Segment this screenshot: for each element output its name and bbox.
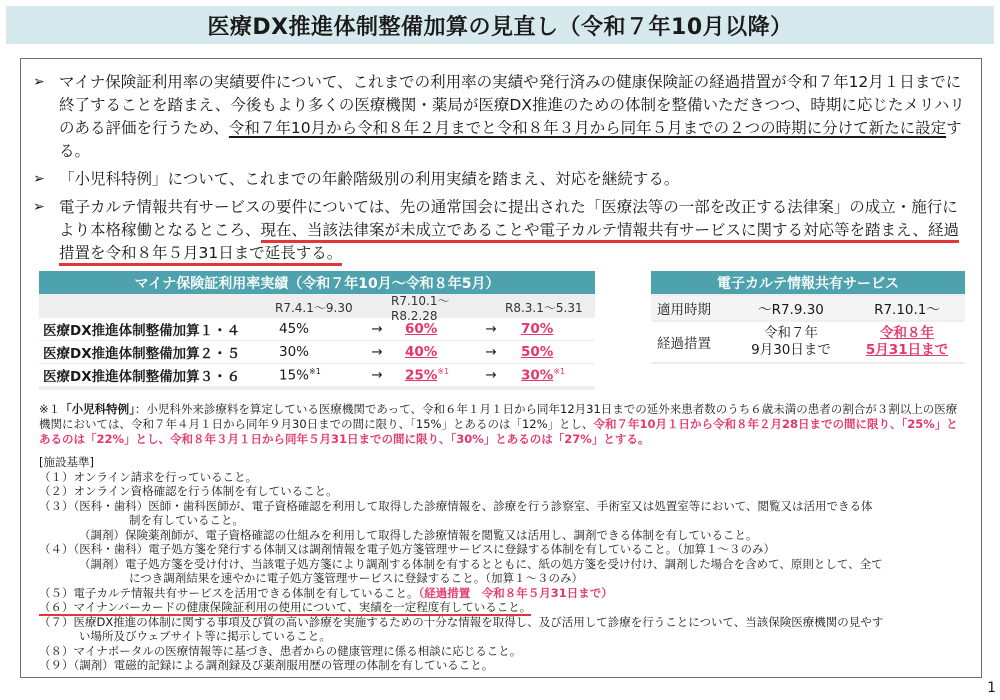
period-2: R7.10.1～R8.2.28 bbox=[391, 293, 450, 323]
period-3: R8.3.1～5.31 bbox=[505, 300, 583, 315]
period-header-row bbox=[39, 293, 595, 323]
criteria-item-cont: 制を有していること。 bbox=[129, 513, 244, 527]
row-label: 医療DX推進体制整備加算１・４ bbox=[43, 323, 241, 339]
criteria-item: （７）医療DX推進の体制に関する事項及び質の高い診療を実施するための十分な情報を取得し、及び活用して診療を行うことについて、当該保険医療機関の見やす bbox=[39, 614, 884, 629]
bullet-item bbox=[33, 196, 967, 265]
criteria-item-cont: につき調剤結果を速やかに電子処方箋管理サービスに登録すること。（加算１～３のみ） bbox=[129, 571, 584, 585]
bullet-arrow-icon: ➢ bbox=[33, 171, 45, 187]
footnote-mark: ※1 bbox=[553, 366, 566, 376]
page-number: 1 bbox=[987, 680, 996, 696]
table-row: 適用時期 ～R7.9.30 R7.10.1～ bbox=[651, 296, 965, 320]
criteria-item: （５）電子カルテ情報共有サービスを活用できる体制を有していること。（経過措置 令和８年５月31日まで） bbox=[39, 585, 613, 600]
bullet-text: 「小児科特例」について、これまでの年齢階級別の利用実績を踏まえ、対応を継続する。 bbox=[59, 170, 680, 188]
arrow-icon: → bbox=[371, 367, 383, 383]
arrow-icon: → bbox=[485, 321, 497, 337]
bullet-item bbox=[33, 71, 967, 163]
criteria-item: （３）（医科・歯科）医師・歯科医師が、電子資格確認を利用して取得した診療情報を、診療を行う診察室、手術室又は処置室等において、閲覧又は活用できる体 bbox=[39, 498, 873, 513]
page-title: 医療DX推進体制整備加算の見直し（令和７年10月以降） bbox=[207, 14, 793, 40]
bullet-red-underlined-text: 現在、当該法律案が未成立であることや電子カルテ情報共有サービスに関する対応等を踏まえ、経過措置を令和８年５月31日まで延長する。 bbox=[59, 221, 959, 266]
mynacard-rate-table bbox=[39, 271, 595, 390]
arrow-icon: → bbox=[485, 367, 497, 383]
period-1: R7.4.1～9.30 bbox=[275, 300, 353, 315]
criteria-item: （１）オンライン請求を行っていること。 bbox=[39, 469, 258, 484]
title-bar bbox=[6, 6, 994, 44]
bullet-text: 電子カルテ情報共有サービスの要件については、先の通常国会に提出された「医療法等の一部を改正する法律案」の成立・施行により本格稼働となるところ、現在、当該法律案が未成立であることや電子カルテ情報共有サービスに関する対応等を踏まえ、経過措置を令和８年５月31日まで延長する。 bbox=[59, 196, 967, 265]
ehr-table-header: 電子カルテ情報共有サービス bbox=[651, 271, 965, 294]
bullet-text: マイナ保険証利用率の実績要件について、これまでの利用率の実績や発行済みの健康保険証の経過措置が令和７年12月１日までに終了することを踏まえ、今後もより多くの医療機関・薬局が医療DX推進のための体制を整備いただきつつ、時期に応じたメリハリのある評価を行うため、令和７年10月から令和８年２月までと令和８年３月から同年５月までの２つの時期に分けて新たに設定する。 bbox=[59, 73, 965, 160]
table-row: 経過措置 令和７年 9月30日まで 令和８年 5月31日まで bbox=[651, 322, 965, 362]
bullet-arrow-icon: ➢ bbox=[33, 74, 45, 90]
criteria-item: （６）マイナンバーカードの健康保険証利用の使用について、実績を一定程度有していること。 bbox=[39, 600, 532, 614]
row-label: 医療DX推進体制整備加算２・５ bbox=[43, 346, 241, 362]
row-label: 医療DX推進体制整備加算３・６ bbox=[43, 369, 241, 385]
criteria-item: （４）（医科・歯科）電子処方箋を発行する体制又は調剤情報を電子処方箋管理サービスに登録する体制を有していること。（加算１～３のみ） bbox=[39, 542, 775, 556]
mynacard-table-header: マイナ保険証利用率実績（令和７年10月～令和８年5月） bbox=[39, 271, 595, 294]
bullet-item bbox=[33, 168, 967, 191]
bullet-underlined-text: 令和７年10月から令和８年２月までと令和８年３月から同年５月までの２つの時期に分けて新たに設定 bbox=[228, 119, 947, 137]
footnote-pediatric: ※１「小児科特例」：小児科外来診療料を算定している医療機関であって、令和６年１月１日から同年12月31日までの延外来患者数のうち６歳未満の患者の割合が３割以上の医療機関においては、令和７年４月１日から同年９月30日までの間に限り、「15%」とあるのは「12%」とし、令和７年10月１日から令和８年２月28日までの間に限り、「25%」とあるのは「22%」とし、令和８年３月１日から同年５月31日までの間に限り、「30%」とあるのは「27%」とする。 bbox=[39, 402, 958, 446]
criteria-item-cont: （調剤）保険薬剤師が、電子資格確認の仕組みを利用して取得した診療情報を閲覧又は活用し、調剤できる体制を有していること。 bbox=[79, 527, 758, 542]
footnote-mark: ※1 bbox=[437, 366, 450, 376]
tables-row bbox=[39, 271, 967, 390]
bullet-arrow-icon: ➢ bbox=[33, 199, 45, 215]
criteria-item-cont: （調剤）電子処方箋を受け付け、当該電子処方箋により調剤する体制を有するとともに、紙の処方箋を受け付け、調剤した場合を含めて、原則として、全て bbox=[79, 556, 883, 571]
arrow-icon: → bbox=[485, 344, 497, 360]
table-row: 医療DX推進体制整備加算３・６ 15%$^{※1}$ → 25%$^{※1}$ → 30%$^{※1}$ bbox=[39, 364, 595, 386]
criteria-item: （２）オンライン資格確認を行う体制を有していること。 bbox=[39, 484, 338, 498]
facility-heading: [施設基準] bbox=[39, 455, 94, 469]
criteria-item: （８）マイナポータルの医療情報等に基づき、患者からの健康管理に係る相談に応じること。 bbox=[39, 643, 522, 658]
table-row: 医療DX推進体制整備加算１・４ 45% → 60% → 70% bbox=[39, 318, 595, 340]
criteria-item: （９）（調剤）電磁的記録による調剤録及び薬剤服用歴の管理の体制を有していること。 bbox=[39, 658, 494, 672]
footnote-mark: ※1 bbox=[309, 366, 321, 376]
table-row: 医療DX推進体制整備加算２・５ 30% → 40% → 50% bbox=[39, 341, 595, 363]
arrow-icon: → bbox=[371, 344, 383, 360]
facility-criteria bbox=[39, 455, 967, 673]
arrow-icon: → bbox=[371, 321, 383, 337]
criteria-item-cont: い場所及びウェブサイト等に掲示していること。 bbox=[79, 629, 331, 643]
content-box bbox=[20, 58, 982, 678]
ehr-sharing-table bbox=[651, 271, 965, 390]
